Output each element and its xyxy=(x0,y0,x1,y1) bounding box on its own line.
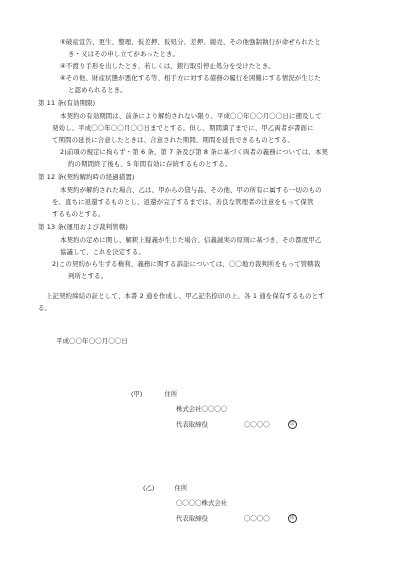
party-b-representative: 〇〇〇〇 xyxy=(244,514,270,523)
article-11-text: 約の期間終了後も、5 年間有効に存続するものとする。 xyxy=(68,160,232,168)
party-a-signatory-row xyxy=(176,420,297,430)
party-a-address-row xyxy=(131,390,177,399)
party-b-label: (乙) xyxy=(143,484,155,492)
party-a-company: 株式会社〇〇〇〇 xyxy=(176,405,228,413)
party-a-address-label: 住所 xyxy=(164,390,178,398)
article-13-heading: 第 13 条(運用および裁判管轄) xyxy=(38,223,129,231)
clause-item-4: ④不渡り手形を出したとき、若しくは、銀行取引停止処分を受けたとき。 xyxy=(60,62,275,70)
article-12-text: を、直ちに返還するものとし、返還が完了するまでは、善良な管理者の注意をもって保管 xyxy=(52,198,314,206)
closing-statement: 上記契約締結の証として、本書 2 通を作成し、甲乙記名捺印の上、各 1 通を保有するものとす xyxy=(46,292,325,300)
article-13-text: 協議して、これを決定する。 xyxy=(60,248,145,256)
article-12-text: するものとする。 xyxy=(52,210,105,218)
clause-item-5: ⑤破産宣告、更生、整理、仮差押、仮処分、差押、競売、その他強制執行が命ぜられたと xyxy=(60,38,321,46)
party-a-title: 代表取締役 xyxy=(176,420,208,429)
article-13-text: 判所とする。 xyxy=(68,272,108,280)
party-b-title: 代表取締役 xyxy=(176,514,208,523)
article-11-text: 本契約の有効期間は、前条により解約されない限り、平成〇〇年〇〇月〇〇日に遡及して xyxy=(60,112,322,120)
party-a-seal: 印 xyxy=(288,420,297,429)
party-b-address-label: 住所 xyxy=(174,484,188,492)
party-b-signatory-row xyxy=(176,514,297,524)
article-11-text: 発効し、平成〇〇年〇〇月〇〇日までとする。但し、期間満了までに、甲乙両者が書面に xyxy=(52,124,314,132)
article-12-heading: 第 12 条(契約解約時の経過措置) xyxy=(38,173,135,181)
clause-item-5-cont: き・又はその申し立てがあったとき。 xyxy=(68,50,179,58)
party-a-label: (甲) xyxy=(131,390,143,398)
party-b-address-row xyxy=(143,484,187,493)
article-13-text: 本契約の定めに関し、解釈上疑義が生じた場合、信義誠実の原則に基づき、その都度甲乙 xyxy=(60,236,322,244)
clause-item-6-cont: と認められるとき。 xyxy=(68,86,127,94)
contract-date: 平成〇〇年〇〇月〇〇日 xyxy=(56,337,128,345)
closing-statement-cont: る。 xyxy=(38,304,52,312)
article-11-text: 2)前項の規定に拘らず・第 6 条、第 7 条及び第 8 条に基づく両者の義務については、本契 xyxy=(60,148,328,156)
article-11-heading: 第 11 条(有効期限) xyxy=(38,99,96,107)
party-b-seal: 印 xyxy=(288,514,297,523)
clause-item-6: ⑥その他、財産状態が悪化する等、相手方に対する債務の履行を困難にする情況が生じた xyxy=(60,74,321,82)
party-a-representative: 〇〇〇〇 xyxy=(244,420,270,429)
article-12-text: 本契約が解約された場合、乙は、甲からの貸与品、その他、甲の所有に属する一切のもの xyxy=(60,186,322,194)
party-b-company: 〇〇〇〇株式会社 xyxy=(176,499,228,507)
article-11-text: て期間の延長に合意したときは、合意された期間、期間を延長できるものとする。 xyxy=(52,136,295,144)
article-13-text: 2)この契約から生ずる権利、義務に関する訴訟については、〇〇地方裁判所をもって管轄裁 xyxy=(52,260,321,268)
